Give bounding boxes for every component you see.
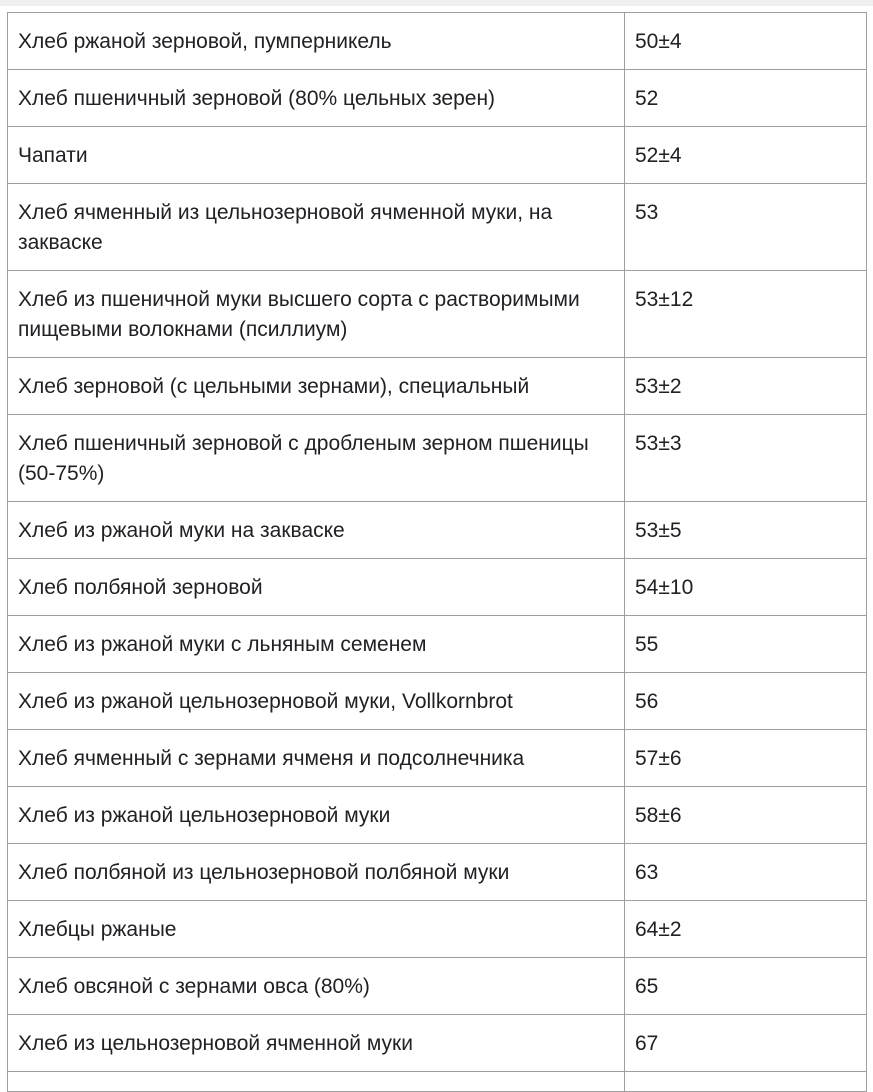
table-row <box>8 184 867 271</box>
product-name-cell: Хлеб пшеничный зерновой с дробленым зерном пшеницы (50-75%) <box>8 415 625 502</box>
table-row <box>8 1015 867 1072</box>
table-row <box>8 958 867 1015</box>
product-name-cell: Хлеб из ржаной муки на закваске <box>8 502 625 559</box>
gi-value-cell: 63 <box>625 844 867 901</box>
glycemic-index-table <box>7 12 867 1092</box>
gi-value-cell: 53 <box>625 184 867 271</box>
product-name-cell: Хлеб из ржаной муки с льняным семенем <box>8 616 625 673</box>
product-name-cell: Хлеб полбяной зерновой <box>8 559 625 616</box>
table-row <box>8 730 867 787</box>
table-row <box>8 559 867 616</box>
table-row <box>8 127 867 184</box>
table-row <box>8 358 867 415</box>
product-name-cell: Хлебцы ржаные <box>8 901 625 958</box>
product-name-cell: Хлеб из ржаной цельнозерновой муки, Vollkornbrot <box>8 673 625 730</box>
gi-value-cell: 54±10 <box>625 559 867 616</box>
table-row <box>8 616 867 673</box>
gi-value-cell: 53±12 <box>625 271 867 358</box>
top-divider <box>0 0 873 6</box>
product-name-cell: Хлеб из цельнозерновой ячменной муки <box>8 1015 625 1072</box>
gi-value-cell: 52 <box>625 70 867 127</box>
product-name-cell: Хлеб полбяной из цельнозерновой полбяной муки <box>8 844 625 901</box>
product-name-cell: Чапати <box>8 127 625 184</box>
product-name-cell: Хлеб овсяной с зернами овса (80%) <box>8 958 625 1015</box>
gi-value-cell: 57±6 <box>625 730 867 787</box>
table-row-partial <box>8 1072 867 1092</box>
table-row <box>8 13 867 70</box>
gi-value-cell: 56 <box>625 673 867 730</box>
product-name-cell: Хлеб из пшеничной муки высшего сорта с растворимыми пищевыми волокнами (псиллиум) <box>8 271 625 358</box>
gi-value-cell <box>625 1072 867 1092</box>
table-row <box>8 502 867 559</box>
gi-value-cell: 65 <box>625 958 867 1015</box>
product-name-cell: Хлеб ячменный с зернами ячменя и подсолнечника <box>8 730 625 787</box>
product-name-cell: Хлеб из ржаной цельнозерновой муки <box>8 787 625 844</box>
product-name-cell: Хлеб зерновой (с цельными зернами), специальный <box>8 358 625 415</box>
table-row <box>8 844 867 901</box>
gi-value-cell: 50±4 <box>625 13 867 70</box>
product-name-cell <box>8 1072 625 1092</box>
gi-value-cell: 53±2 <box>625 358 867 415</box>
table-row <box>8 70 867 127</box>
gi-value-cell: 53±3 <box>625 415 867 502</box>
product-name-cell: Хлеб ячменный из цельнозерновой ячменной муки, на закваске <box>8 184 625 271</box>
table-row <box>8 787 867 844</box>
gi-value-cell: 67 <box>625 1015 867 1072</box>
gi-value-cell: 53±5 <box>625 502 867 559</box>
product-name-cell: Хлеб пшеничный зерновой (80% цельных зерен) <box>8 70 625 127</box>
table-row <box>8 901 867 958</box>
gi-value-cell: 58±6 <box>625 787 867 844</box>
product-name-cell: Хлеб ржаной зерновой, пумперникель <box>8 13 625 70</box>
table-row <box>8 271 867 358</box>
gi-value-cell: 55 <box>625 616 867 673</box>
gi-value-cell: 52±4 <box>625 127 867 184</box>
table-row <box>8 415 867 502</box>
table-row <box>8 673 867 730</box>
gi-value-cell: 64±2 <box>625 901 867 958</box>
